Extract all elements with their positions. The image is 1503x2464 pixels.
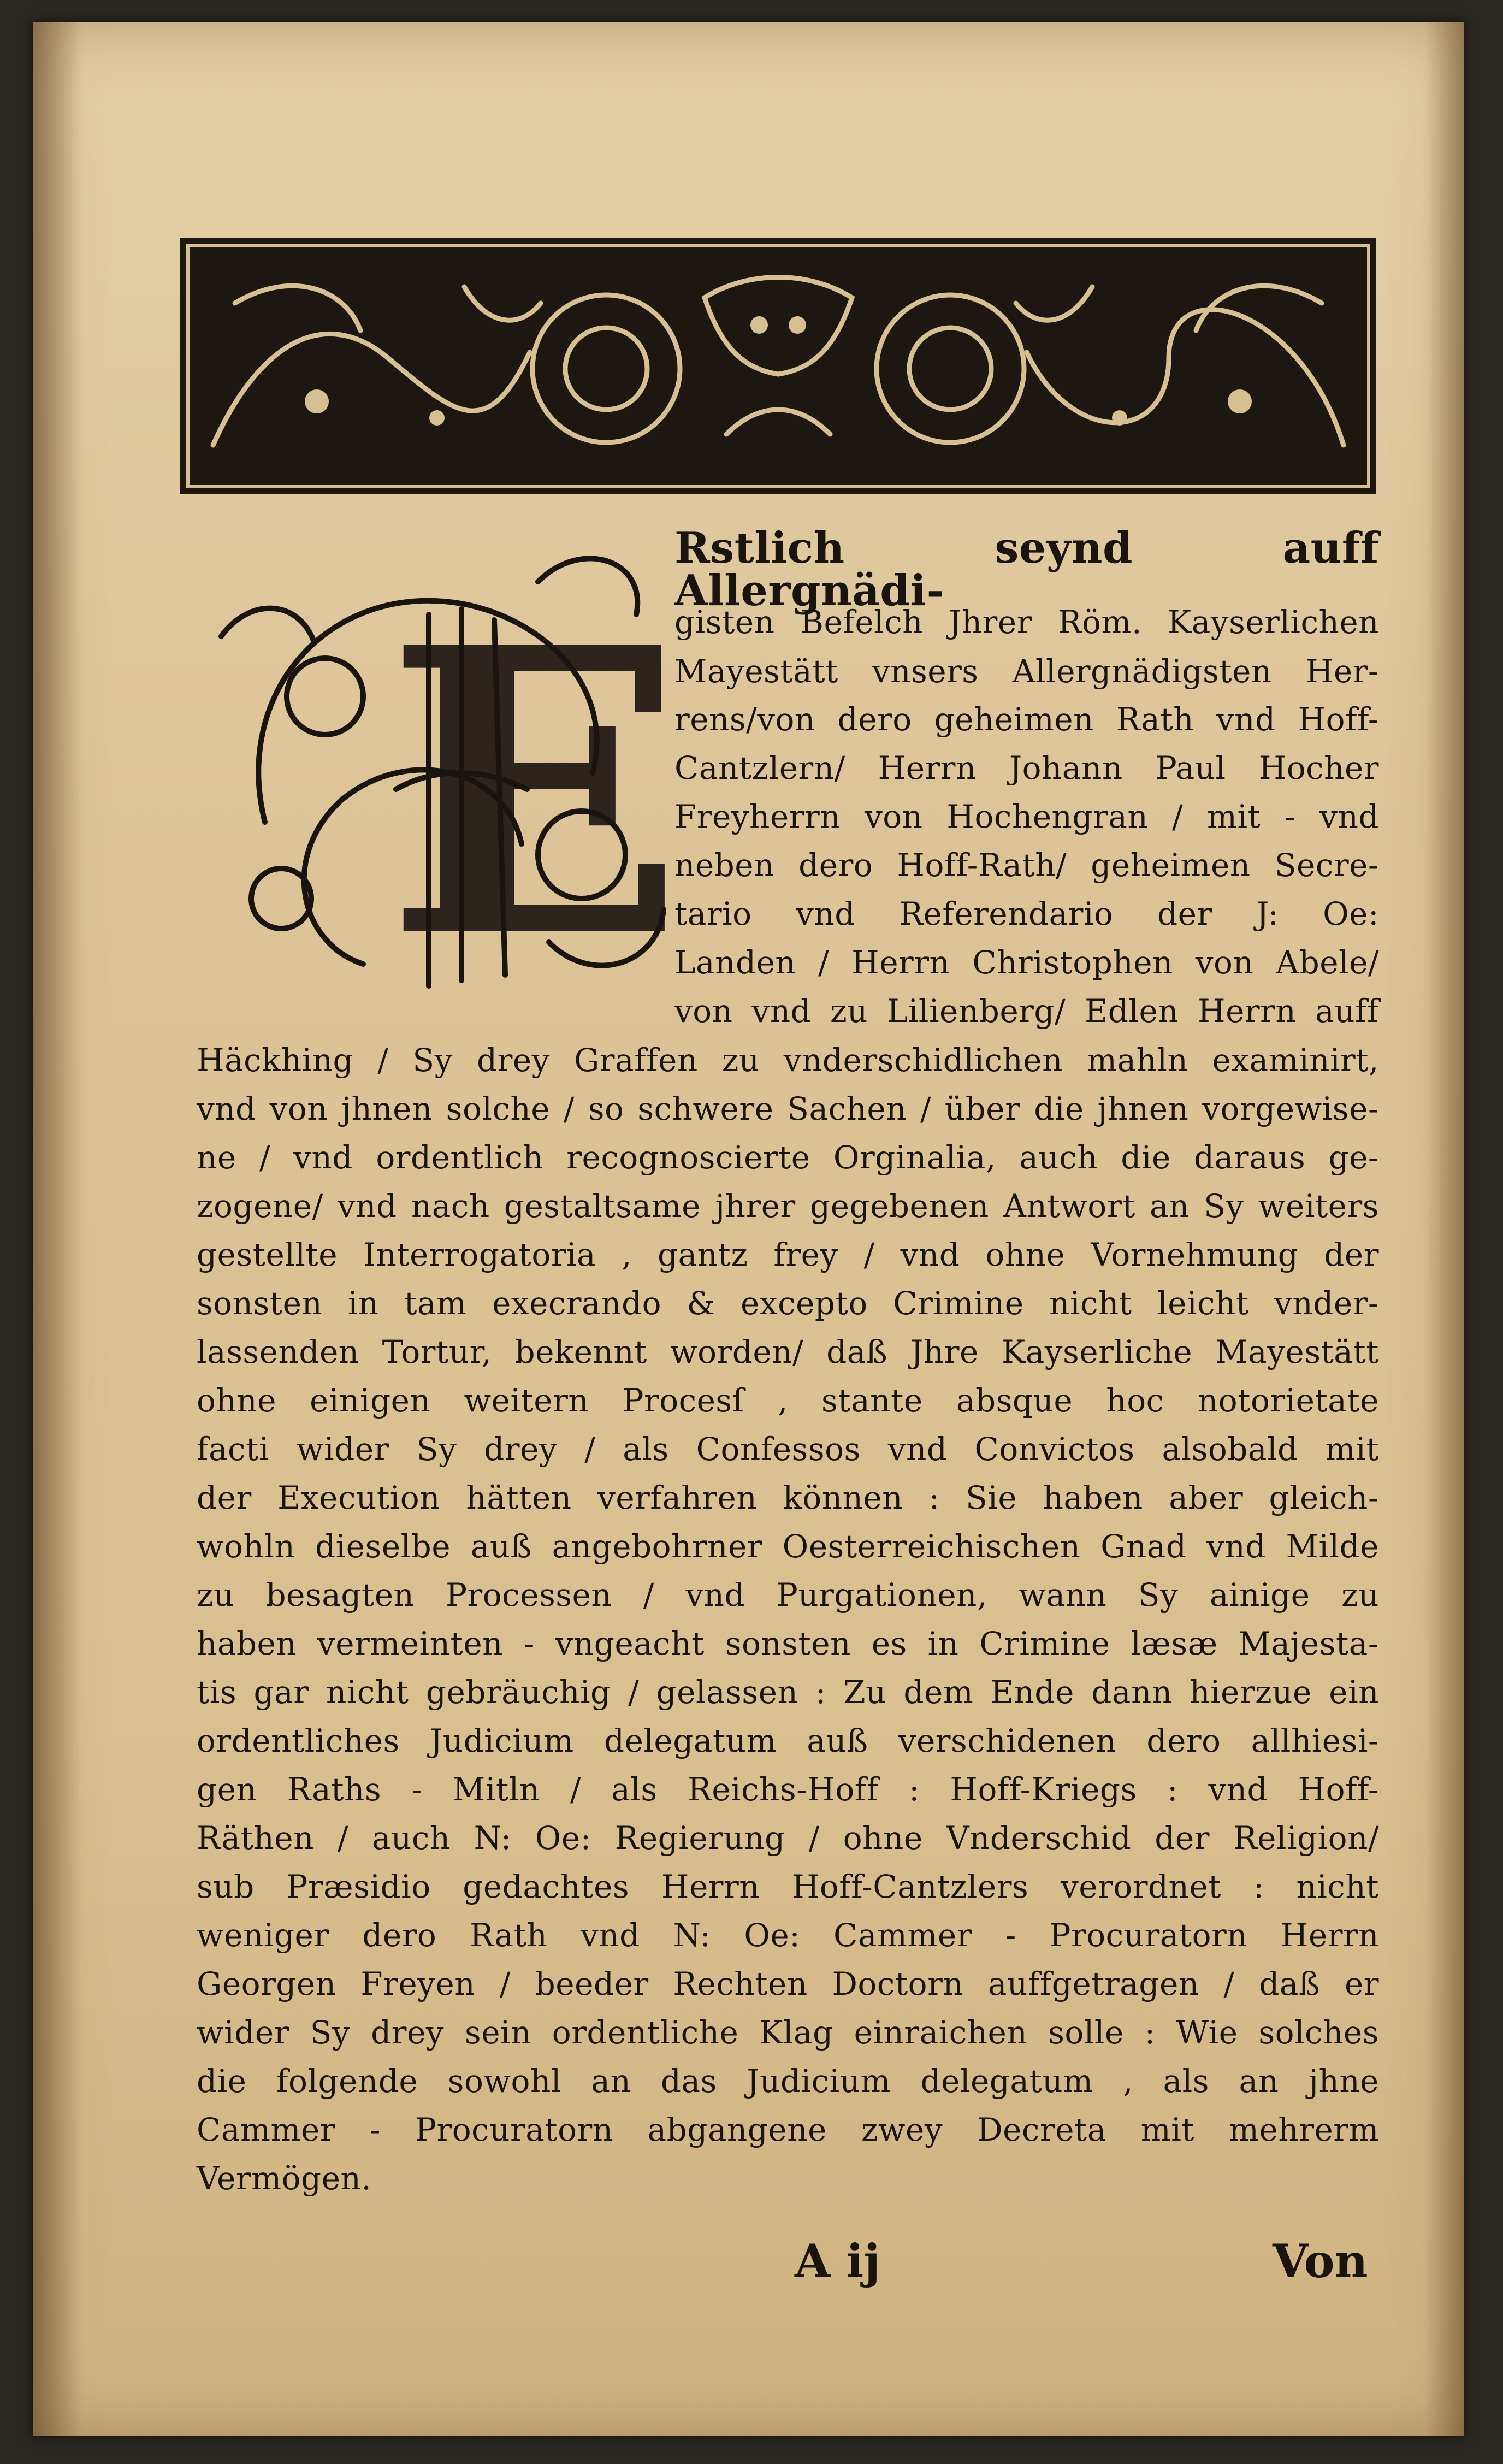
text-line: ne / vnd ordentlich recognoscierte Orginalia, auch die daraus ge- (197, 1139, 1379, 1176)
text-line: weniger dero Rath vnd N: Oe: Cammer - Procuratorn Herrn (197, 1917, 1379, 1954)
text-line: sonsten in tam execrando & excepto Crimine nicht leicht vnder- (197, 1285, 1379, 1322)
text-line: tis gar nicht gebräuchig / gelassen : Zu dem Ende dann hierzue ein (197, 1674, 1379, 1711)
text-line: die folgende sowohl an das Judicium delegatum , als an jhne (197, 2063, 1379, 2100)
text-line: Häckhing / Sy drey Graffen zu vnderschidlichen mahln examinirt, (197, 1042, 1379, 1079)
text-line: Cammer - Procuratorn abgangene zwey Decreta mit mehrerm (197, 2111, 1379, 2148)
body-text (33, 22, 1464, 2436)
catchword: Von (1273, 2234, 1368, 2288)
text-line: Mayestätt vnsers Allergnädigsten Her- (674, 653, 1379, 690)
text-line: neben dero Hoff-Rath/ geheimen Secre- (674, 847, 1379, 884)
text-line: gen Raths - Mitln / als Reichs-Hoff : Hoff-Kriegs : vnd Hoff- (197, 1771, 1379, 1808)
text-line: gisten Befelch Jhrer Röm. Kayserlichen (674, 604, 1379, 641)
text-line: haben vermeinten - vngeacht sonsten es in Crimine læsæ Majesta- (197, 1625, 1379, 1662)
text-line: wohln dieselbe auß angebohrner Oesterreichischen Gnad vnd Milde (197, 1528, 1379, 1565)
text-line: gestellte Interrogatoria , gantz frey / vnd ohne Vornehmung der (197, 1236, 1379, 1273)
text-line: lassenden Tortur, bekennt worden/ daß Jhre Kayserliche Mayestätt (197, 1333, 1379, 1370)
text-line: Cantzlern/ Herrn Johann Paul Hocher (674, 749, 1379, 787)
text-line: rens/von dero geheimen Rath vnd Hoff- (674, 701, 1379, 738)
text-line: der Execution hätten verfahren können : Sie haben aber gleich- (197, 1479, 1379, 1516)
text-line: ordentliches Judicium delegatum auß verschidenen dero allhiesi- (197, 1722, 1379, 1759)
text-line: Räthen / auch N: Oe: Regierung / ohne Vnderschid der Religion/ (197, 1819, 1379, 1857)
text-line: facti wider Sy drey / als Confessos vnd Convictos alsobald mit (197, 1431, 1379, 1468)
initial-letter-e: E (385, 562, 685, 1024)
text-line: zu besagten Processen / vnd Purgationen, wann Sy ainige zu (197, 1576, 1379, 1614)
text-line: Freyherrn von Hochengran / mit - vnd (674, 798, 1379, 835)
text-line: von vnd zu Lilienberg/ Edlen Herrn auff (674, 992, 1379, 1030)
text-line: Rstlich seynd auff Allergnädi- (674, 523, 1379, 616)
text-line: Vermögen. (197, 2160, 372, 2197)
book-page (33, 22, 1464, 2436)
text-line: vnd von jhnen solche / so schwere Sachen / über die jhnen vorgewise- (197, 1090, 1379, 1127)
text-line: Landen / Herrn Christophen von Abele/ (674, 944, 1379, 981)
signature-mark: A ij (795, 2234, 880, 2288)
text-line: wider Sy drey sein ordentliche Klag einraichen solle : Wie solches (197, 2014, 1379, 2051)
text-line: zogene/ vnd nach gestaltsame jhrer gegebenen Antwort an Sy weiters (197, 1187, 1379, 1225)
text-line: ohne einigen weitern Procesſ , stante absque hoc notorietate (197, 1382, 1379, 1419)
text-line: Georgen Freyen / beeder Rechten Doctorn auffgetragen / daß er (197, 1965, 1379, 2002)
text-line: sub Præsidio gedachtes Herrn Hoff-Cantzlers verordnet : nicht (197, 1868, 1379, 1905)
text-line: tario vnd Referendario der J: Oe: (674, 895, 1379, 932)
